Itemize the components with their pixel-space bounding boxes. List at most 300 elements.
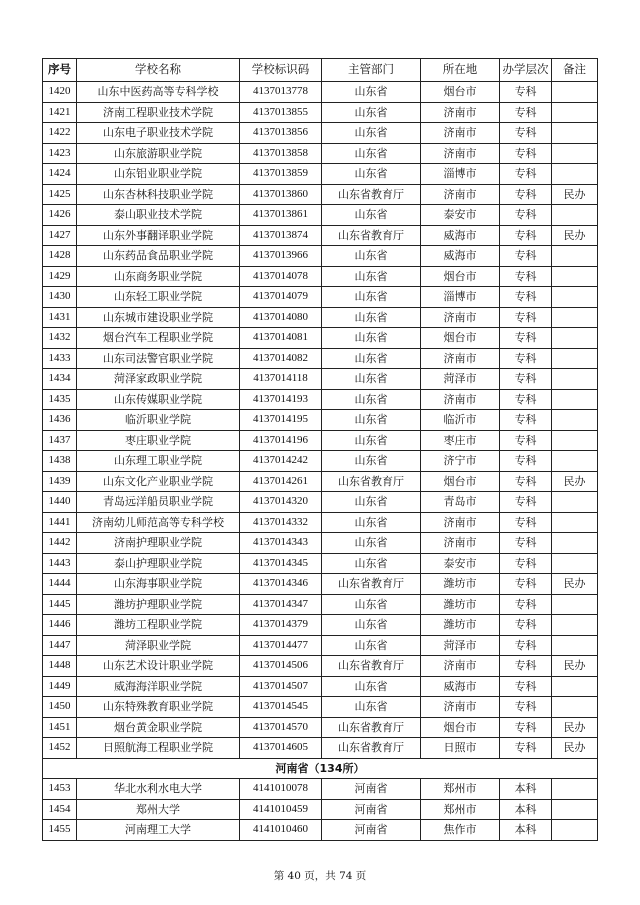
cell-authority: 山东省 bbox=[322, 594, 421, 615]
cell-school-name: 山东电子职业技术学院 bbox=[77, 123, 240, 144]
cell-index: 1439 bbox=[43, 471, 77, 492]
cell-school-name: 济南工程职业技术学院 bbox=[77, 102, 240, 123]
cell-school-name: 济南护理职业学院 bbox=[77, 533, 240, 554]
cell-level: 专科 bbox=[500, 738, 552, 759]
cell-school-code: 4137013855 bbox=[240, 102, 322, 123]
table-row bbox=[43, 799, 598, 820]
cell-remark bbox=[552, 266, 598, 287]
cell-location: 济南市 bbox=[421, 348, 500, 369]
cell-location: 济南市 bbox=[421, 389, 500, 410]
cell-location: 潍坊市 bbox=[421, 594, 500, 615]
cell-school-code: 4137014570 bbox=[240, 717, 322, 738]
table-row bbox=[43, 287, 598, 308]
cell-index: 1424 bbox=[43, 164, 77, 185]
cell-school-code: 4137014261 bbox=[240, 471, 322, 492]
cell-remark bbox=[552, 512, 598, 533]
table-body-section bbox=[43, 758, 598, 779]
cell-school-name: 临沂职业学院 bbox=[77, 410, 240, 431]
cell-level: 专科 bbox=[500, 143, 552, 164]
cell-location: 淄博市 bbox=[421, 287, 500, 308]
cell-level: 专科 bbox=[500, 389, 552, 410]
cell-school-name: 潍坊工程职业学院 bbox=[77, 615, 240, 636]
cell-remark bbox=[552, 697, 598, 718]
cell-school-code: 4137013856 bbox=[240, 123, 322, 144]
table-row bbox=[43, 574, 598, 595]
cell-remark bbox=[552, 287, 598, 308]
cell-level: 专科 bbox=[500, 164, 552, 185]
cell-authority: 山东省 bbox=[322, 615, 421, 636]
cell-index: 1431 bbox=[43, 307, 77, 328]
cell-remark bbox=[552, 820, 598, 841]
cell-location: 郑州市 bbox=[421, 799, 500, 820]
cell-authority: 山东省 bbox=[322, 451, 421, 472]
section-label-henan: 河南省（134所） bbox=[43, 758, 598, 779]
column-header-authority: 主管部门 bbox=[322, 59, 421, 82]
cell-school-name: 济南幼儿师范高等专科学校 bbox=[77, 512, 240, 533]
cell-index: 1445 bbox=[43, 594, 77, 615]
cell-school-name: 山东海事职业学院 bbox=[77, 574, 240, 595]
table-row bbox=[43, 697, 598, 718]
cell-index: 1440 bbox=[43, 492, 77, 513]
cell-school-name: 山东司法警官职业学院 bbox=[77, 348, 240, 369]
cell-remark: 民办 bbox=[552, 471, 598, 492]
cell-location: 焦作市 bbox=[421, 820, 500, 841]
cell-school-code: 4137014332 bbox=[240, 512, 322, 533]
cell-location: 泰安市 bbox=[421, 553, 500, 574]
cell-school-code: 4137013966 bbox=[240, 246, 322, 267]
table-row bbox=[43, 533, 598, 554]
cell-location: 临沂市 bbox=[421, 410, 500, 431]
cell-level: 专科 bbox=[500, 307, 552, 328]
cell-index: 1443 bbox=[43, 553, 77, 574]
table-row bbox=[43, 307, 598, 328]
cell-school-code: 4137014196 bbox=[240, 430, 322, 451]
cell-authority: 山东省 bbox=[322, 635, 421, 656]
cell-school-name: 山东特殊教育职业学院 bbox=[77, 697, 240, 718]
cell-authority: 河南省 bbox=[322, 779, 421, 800]
cell-school-code: 4137014345 bbox=[240, 553, 322, 574]
cell-school-name: 山东中医药高等专科学校 bbox=[77, 82, 240, 103]
table-row bbox=[43, 164, 598, 185]
table-row bbox=[43, 410, 598, 431]
cell-authority: 山东省 bbox=[322, 205, 421, 226]
cell-school-name: 山东旅游职业学院 bbox=[77, 143, 240, 164]
table-row bbox=[43, 369, 598, 390]
cell-remark bbox=[552, 205, 598, 226]
cell-location: 济南市 bbox=[421, 102, 500, 123]
cell-school-name: 菏泽职业学院 bbox=[77, 635, 240, 656]
cell-school-name: 烟台汽车工程职业学院 bbox=[77, 328, 240, 349]
cell-index: 1436 bbox=[43, 410, 77, 431]
cell-school-name: 山东理工职业学院 bbox=[77, 451, 240, 472]
cell-level: 专科 bbox=[500, 184, 552, 205]
cell-remark: 民办 bbox=[552, 656, 598, 677]
table-row bbox=[43, 717, 598, 738]
cell-location: 威海市 bbox=[421, 246, 500, 267]
cell-authority: 山东省 bbox=[322, 676, 421, 697]
page-footer: 第 40 页，共 74 页 bbox=[273, 870, 367, 882]
cell-school-name: 山东艺术设计职业学院 bbox=[77, 656, 240, 677]
cell-level: 专科 bbox=[500, 205, 552, 226]
cell-location: 菏泽市 bbox=[421, 369, 500, 390]
cell-level: 专科 bbox=[500, 594, 552, 615]
cell-school-code: 4137013858 bbox=[240, 143, 322, 164]
cell-remark bbox=[552, 410, 598, 431]
cell-authority: 山东省 bbox=[322, 553, 421, 574]
cell-level: 专科 bbox=[500, 369, 552, 390]
table-row bbox=[43, 123, 598, 144]
cell-index: 1426 bbox=[43, 205, 77, 226]
cell-school-name: 山东杏林科技职业学院 bbox=[77, 184, 240, 205]
column-header-location: 所在地 bbox=[421, 59, 500, 82]
cell-authority: 山东省 bbox=[322, 266, 421, 287]
table-row bbox=[43, 389, 598, 410]
cell-authority: 山东省 bbox=[322, 164, 421, 185]
table-row bbox=[43, 656, 598, 677]
cell-school-code: 4137014343 bbox=[240, 533, 322, 554]
column-header-remark: 备注 bbox=[552, 59, 598, 82]
cell-index: 1425 bbox=[43, 184, 77, 205]
cell-authority: 山东省教育厅 bbox=[322, 738, 421, 759]
cell-level: 专科 bbox=[500, 348, 552, 369]
cell-school-name: 潍坊护理职业学院 bbox=[77, 594, 240, 615]
cell-authority: 山东省 bbox=[322, 492, 421, 513]
table-row bbox=[43, 594, 598, 615]
cell-location: 郑州市 bbox=[421, 779, 500, 800]
cell-location: 济南市 bbox=[421, 307, 500, 328]
cell-authority: 山东省教育厅 bbox=[322, 471, 421, 492]
cell-school-name: 日照航海工程职业学院 bbox=[77, 738, 240, 759]
table-row bbox=[43, 205, 598, 226]
cell-authority: 山东省 bbox=[322, 697, 421, 718]
cell-remark bbox=[552, 553, 598, 574]
cell-location: 威海市 bbox=[421, 676, 500, 697]
cell-authority: 山东省 bbox=[322, 410, 421, 431]
table-row bbox=[43, 348, 598, 369]
cell-school-code: 4137014347 bbox=[240, 594, 322, 615]
cell-school-code: 4141010460 bbox=[240, 820, 322, 841]
table-row bbox=[43, 102, 598, 123]
cell-school-code: 4141010078 bbox=[240, 779, 322, 800]
cell-remark bbox=[552, 635, 598, 656]
cell-location: 潍坊市 bbox=[421, 615, 500, 636]
cell-location: 济南市 bbox=[421, 656, 500, 677]
table-row bbox=[43, 820, 598, 841]
table-row bbox=[43, 143, 598, 164]
cell-authority: 山东省教育厅 bbox=[322, 717, 421, 738]
cell-school-code: 4137013874 bbox=[240, 225, 322, 246]
cell-school-code: 4137013859 bbox=[240, 164, 322, 185]
cell-authority: 山东省 bbox=[322, 348, 421, 369]
cell-school-name: 威海海洋职业学院 bbox=[77, 676, 240, 697]
cell-remark bbox=[552, 430, 598, 451]
table-row bbox=[43, 635, 598, 656]
cell-school-name: 烟台黄金职业学院 bbox=[77, 717, 240, 738]
cell-location: 烟台市 bbox=[421, 328, 500, 349]
cell-location: 烟台市 bbox=[421, 82, 500, 103]
header-row bbox=[43, 59, 598, 82]
cell-remark bbox=[552, 451, 598, 472]
cell-school-name: 山东轻工职业学院 bbox=[77, 287, 240, 308]
cell-school-code: 4137014082 bbox=[240, 348, 322, 369]
cell-index: 1437 bbox=[43, 430, 77, 451]
cell-level: 专科 bbox=[500, 533, 552, 554]
table-row bbox=[43, 471, 598, 492]
cell-remark bbox=[552, 328, 598, 349]
cell-school-code: 4137013860 bbox=[240, 184, 322, 205]
cell-level: 专科 bbox=[500, 266, 552, 287]
cell-authority: 山东省 bbox=[322, 307, 421, 328]
cell-remark bbox=[552, 389, 598, 410]
cell-remark: 民办 bbox=[552, 717, 598, 738]
cell-location: 日照市 bbox=[421, 738, 500, 759]
cell-school-code: 4137013778 bbox=[240, 82, 322, 103]
cell-authority: 河南省 bbox=[322, 799, 421, 820]
cell-location: 威海市 bbox=[421, 225, 500, 246]
cell-school-name: 山东文化产业职业学院 bbox=[77, 471, 240, 492]
cell-school-code: 4137014195 bbox=[240, 410, 322, 431]
cell-index: 1422 bbox=[43, 123, 77, 144]
cell-authority: 山东省 bbox=[322, 430, 421, 451]
cell-school-name: 泰山职业技术学院 bbox=[77, 205, 240, 226]
cell-school-code: 4137014078 bbox=[240, 266, 322, 287]
column-header-school-name: 学校名称 bbox=[77, 59, 240, 82]
cell-location: 烟台市 bbox=[421, 471, 500, 492]
cell-school-code: 4137014545 bbox=[240, 697, 322, 718]
cell-location: 济南市 bbox=[421, 184, 500, 205]
cell-level: 专科 bbox=[500, 82, 552, 103]
table-row bbox=[43, 553, 598, 574]
cell-level: 专科 bbox=[500, 615, 552, 636]
cell-index: 1433 bbox=[43, 348, 77, 369]
table-row bbox=[43, 779, 598, 800]
cell-index: 1452 bbox=[43, 738, 77, 759]
cell-school-code: 4137014242 bbox=[240, 451, 322, 472]
table-row bbox=[43, 676, 598, 697]
table-row bbox=[43, 246, 598, 267]
cell-school-name: 青岛远洋船员职业学院 bbox=[77, 492, 240, 513]
cell-school-code: 4137014379 bbox=[240, 615, 322, 636]
cell-location: 济宁市 bbox=[421, 451, 500, 472]
school-list-sheet bbox=[42, 58, 598, 841]
table-row bbox=[43, 738, 598, 759]
cell-remark bbox=[552, 369, 598, 390]
cell-level: 本科 bbox=[500, 820, 552, 841]
cell-school-name: 河南理工大学 bbox=[77, 820, 240, 841]
cell-level: 专科 bbox=[500, 492, 552, 513]
cell-level: 专科 bbox=[500, 697, 552, 718]
cell-location: 济南市 bbox=[421, 123, 500, 144]
cell-school-name: 山东商务职业学院 bbox=[77, 266, 240, 287]
cell-index: 1420 bbox=[43, 82, 77, 103]
cell-location: 烟台市 bbox=[421, 266, 500, 287]
cell-remark bbox=[552, 123, 598, 144]
cell-index: 1435 bbox=[43, 389, 77, 410]
cell-index: 1444 bbox=[43, 574, 77, 595]
cell-school-name: 郑州大学 bbox=[77, 799, 240, 820]
table-row bbox=[43, 451, 598, 472]
table-row bbox=[43, 82, 598, 103]
cell-index: 1450 bbox=[43, 697, 77, 718]
cell-level: 专科 bbox=[500, 574, 552, 595]
cell-school-name: 山东外事翻译职业学院 bbox=[77, 225, 240, 246]
cell-location: 菏泽市 bbox=[421, 635, 500, 656]
cell-level: 本科 bbox=[500, 779, 552, 800]
cell-remark bbox=[552, 82, 598, 103]
cell-location: 济南市 bbox=[421, 143, 500, 164]
cell-index: 1455 bbox=[43, 820, 77, 841]
cell-index: 1427 bbox=[43, 225, 77, 246]
cell-school-name: 枣庄职业学院 bbox=[77, 430, 240, 451]
cell-level: 专科 bbox=[500, 635, 552, 656]
cell-school-code: 4141010459 bbox=[240, 799, 322, 820]
column-header-school-code: 学校标识码 bbox=[240, 59, 322, 82]
cell-authority: 山东省 bbox=[322, 102, 421, 123]
cell-school-code: 4137013861 bbox=[240, 205, 322, 226]
cell-index: 1442 bbox=[43, 533, 77, 554]
cell-authority: 山东省教育厅 bbox=[322, 184, 421, 205]
table-row bbox=[43, 225, 598, 246]
cell-school-code: 4137014507 bbox=[240, 676, 322, 697]
cell-school-code: 4137014079 bbox=[240, 287, 322, 308]
cell-remark bbox=[552, 246, 598, 267]
cell-index: 1430 bbox=[43, 287, 77, 308]
cell-location: 枣庄市 bbox=[421, 430, 500, 451]
cell-index: 1421 bbox=[43, 102, 77, 123]
cell-school-code: 4137014080 bbox=[240, 307, 322, 328]
cell-school-code: 4137014193 bbox=[240, 389, 322, 410]
cell-authority: 山东省教育厅 bbox=[322, 574, 421, 595]
cell-remark bbox=[552, 164, 598, 185]
cell-index: 1441 bbox=[43, 512, 77, 533]
cell-index: 1451 bbox=[43, 717, 77, 738]
cell-location: 济南市 bbox=[421, 512, 500, 533]
cell-authority: 山东省 bbox=[322, 328, 421, 349]
cell-authority: 山东省 bbox=[322, 287, 421, 308]
cell-school-code: 4137014346 bbox=[240, 574, 322, 595]
cell-remark bbox=[552, 779, 598, 800]
cell-authority: 山东省 bbox=[322, 246, 421, 267]
cell-level: 专科 bbox=[500, 328, 552, 349]
cell-authority: 河南省 bbox=[322, 820, 421, 841]
cell-index: 1423 bbox=[43, 143, 77, 164]
cell-remark bbox=[552, 799, 598, 820]
table-row bbox=[43, 328, 598, 349]
cell-index: 1446 bbox=[43, 615, 77, 636]
cell-level: 专科 bbox=[500, 246, 552, 267]
cell-level: 专科 bbox=[500, 430, 552, 451]
cell-school-name: 泰山护理职业学院 bbox=[77, 553, 240, 574]
cell-authority: 山东省教育厅 bbox=[322, 656, 421, 677]
cell-remark: 民办 bbox=[552, 574, 598, 595]
cell-authority: 山东省 bbox=[322, 82, 421, 103]
table-row bbox=[43, 266, 598, 287]
cell-school-code: 4137014320 bbox=[240, 492, 322, 513]
cell-index: 1447 bbox=[43, 635, 77, 656]
table-row bbox=[43, 430, 598, 451]
cell-location: 淄博市 bbox=[421, 164, 500, 185]
cell-level: 专科 bbox=[500, 656, 552, 677]
cell-school-name: 山东城市建设职业学院 bbox=[77, 307, 240, 328]
cell-authority: 山东省 bbox=[322, 369, 421, 390]
cell-school-name: 菏泽家政职业学院 bbox=[77, 369, 240, 390]
cell-level: 专科 bbox=[500, 123, 552, 144]
cell-remark bbox=[552, 594, 598, 615]
school-table bbox=[42, 58, 598, 841]
cell-school-code: 4137014506 bbox=[240, 656, 322, 677]
cell-level: 专科 bbox=[500, 512, 552, 533]
cell-remark: 民办 bbox=[552, 225, 598, 246]
cell-index: 1453 bbox=[43, 779, 77, 800]
cell-index: 1434 bbox=[43, 369, 77, 390]
cell-school-code: 4137014081 bbox=[240, 328, 322, 349]
cell-level: 本科 bbox=[500, 799, 552, 820]
cell-level: 专科 bbox=[500, 102, 552, 123]
cell-level: 专科 bbox=[500, 676, 552, 697]
cell-remark bbox=[552, 492, 598, 513]
column-header-index: 序号 bbox=[43, 59, 77, 82]
cell-level: 专科 bbox=[500, 410, 552, 431]
cell-index: 1438 bbox=[43, 451, 77, 472]
cell-remark bbox=[552, 143, 598, 164]
cell-index: 1428 bbox=[43, 246, 77, 267]
cell-authority: 山东省 bbox=[322, 123, 421, 144]
cell-authority: 山东省 bbox=[322, 389, 421, 410]
cell-school-name: 山东传媒职业学院 bbox=[77, 389, 240, 410]
cell-school-name: 山东药品食品职业学院 bbox=[77, 246, 240, 267]
cell-remark bbox=[552, 615, 598, 636]
cell-location: 济南市 bbox=[421, 533, 500, 554]
cell-remark: 民办 bbox=[552, 184, 598, 205]
table-row bbox=[43, 184, 598, 205]
cell-school-name: 华北水利水电大学 bbox=[77, 779, 240, 800]
cell-level: 专科 bbox=[500, 287, 552, 308]
cell-level: 专科 bbox=[500, 717, 552, 738]
cell-level: 专科 bbox=[500, 553, 552, 574]
column-header-level: 办学层次 bbox=[500, 59, 552, 82]
cell-location: 青岛市 bbox=[421, 492, 500, 513]
cell-remark bbox=[552, 533, 598, 554]
cell-remark bbox=[552, 676, 598, 697]
cell-authority: 山东省 bbox=[322, 143, 421, 164]
cell-location: 潍坊市 bbox=[421, 574, 500, 595]
cell-authority: 山东省教育厅 bbox=[322, 225, 421, 246]
table-body-shandong bbox=[43, 82, 598, 759]
cell-school-code: 4137014477 bbox=[240, 635, 322, 656]
cell-index: 1449 bbox=[43, 676, 77, 697]
cell-location: 泰安市 bbox=[421, 205, 500, 226]
table-body-henan bbox=[43, 779, 598, 841]
cell-remark bbox=[552, 348, 598, 369]
cell-remark: 民办 bbox=[552, 738, 598, 759]
cell-school-code: 4137014118 bbox=[240, 369, 322, 390]
section-row bbox=[43, 758, 598, 779]
cell-index: 1454 bbox=[43, 799, 77, 820]
cell-remark bbox=[552, 307, 598, 328]
cell-authority: 山东省 bbox=[322, 512, 421, 533]
cell-index: 1429 bbox=[43, 266, 77, 287]
cell-school-code: 4137014605 bbox=[240, 738, 322, 759]
table-row bbox=[43, 615, 598, 636]
cell-location: 济南市 bbox=[421, 697, 500, 718]
cell-index: 1448 bbox=[43, 656, 77, 677]
cell-remark bbox=[552, 102, 598, 123]
cell-location: 烟台市 bbox=[421, 717, 500, 738]
cell-level: 专科 bbox=[500, 451, 552, 472]
table-row bbox=[43, 512, 598, 533]
cell-authority: 山东省 bbox=[322, 533, 421, 554]
table-row bbox=[43, 492, 598, 513]
